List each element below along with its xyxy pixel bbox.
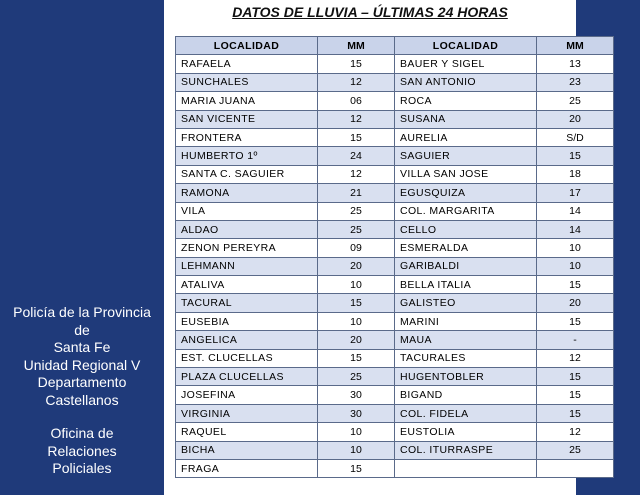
cell-mm: 25 [318,220,395,238]
cell-localidad: EUSTOLIA [395,423,537,441]
cell-localidad: HUGENTOBLER [395,368,537,386]
cell-mm: 12 [537,349,614,367]
cell-localidad: GARIBALDI [395,257,537,275]
cell-localidad: ROCA [395,92,537,110]
cell-mm [537,459,614,477]
cell-mm: 14 [537,202,614,220]
sidebar-line: de [74,321,90,338]
cell-mm: 10 [537,257,614,275]
cell-mm: 06 [318,92,395,110]
cell-mm: 10 [318,276,395,294]
cell-localidad: GALISTEO [395,294,537,312]
sidebar-line: Castellanos [45,391,119,408]
cell-mm: 15 [537,386,614,404]
cell-localidad: ATALIVA [176,276,318,294]
table-row [176,147,614,165]
cell-mm: 25 [537,441,614,459]
sidebar-mark: ' [80,0,82,7]
cell-mm: 15 [537,312,614,330]
cell-localidad: TACURAL [176,294,318,312]
table-row [176,386,614,404]
table-row [176,202,614,220]
header-localidad-2: LOCALIDAD [395,37,537,55]
cell-mm: 15 [537,368,614,386]
cell-localidad: TACURALES [395,349,537,367]
cell-localidad: RAFAELA [176,55,318,73]
cell-mm: 09 [318,239,395,257]
table-row [176,368,614,386]
cell-localidad: COL. ITURRASPE [395,441,537,459]
cell-mm: 15 [537,404,614,422]
header-mm-1: MM [318,37,395,55]
sidebar-line: Santa Fe [53,339,111,355]
table-row [176,441,614,459]
cell-mm: 14 [537,220,614,238]
cell-localidad: SUNCHALES [176,73,318,91]
table-row [176,73,614,91]
table-row [176,257,614,275]
cell-localidad: FRONTERA [176,128,318,146]
cell-localidad: RAMONA [176,184,318,202]
cell-localidad: RAQUEL [176,423,318,441]
table-row [176,55,614,73]
cell-localidad: SANTA C. SAGUIER [176,165,318,183]
cell-mm: 15 [537,147,614,165]
table-row [176,294,614,312]
cell-mm: 15 [318,294,395,312]
table-row [176,459,614,477]
cell-mm: 30 [318,404,395,422]
table-row [176,220,614,238]
cell-localidad: ZENON PEREYRA [176,239,318,257]
cell-localidad: VILLA SAN JOSE [395,165,537,183]
left-sidebar [0,0,164,495]
cell-mm: 25 [537,92,614,110]
cell-mm: 10 [318,423,395,441]
cell-mm: 18 [537,165,614,183]
cell-mm: - [537,331,614,349]
table-row [176,349,614,367]
cell-localidad: CELLO [395,220,537,238]
cell-localidad: VILA [176,202,318,220]
cell-localidad: EGUSQUIZA [395,184,537,202]
sidebar-line: Relaciones [47,442,117,459]
cell-localidad: MARINI [395,312,537,330]
cell-mm: 30 [318,386,395,404]
cell-localidad: COL. MARGARITA [395,202,537,220]
cell-localidad [395,459,537,477]
cell-localidad: PLAZA CLUCELLAS [176,368,318,386]
sidebar-line: Oficina de [50,425,114,441]
sidebar-line: Departamento [37,374,127,390]
sidebar-line: Policiales [52,460,112,476]
cell-mm: 12 [537,423,614,441]
cell-localidad: ANGELICA [176,331,318,349]
cell-mm: 20 [318,331,395,349]
cell-mm: 25 [318,368,395,386]
cell-localidad: EST. CLUCELLAS [176,349,318,367]
cell-mm: 15 [318,349,395,367]
cell-mm: S/D [537,128,614,146]
cell-mm: 20 [318,257,395,275]
sidebar-line: Policía de la Provincia [13,304,151,320]
cell-localidad: BELLA ITALIA [395,276,537,294]
cell-localidad: FRAGA [176,459,318,477]
cell-mm: 25 [318,202,395,220]
cell-mm: 15 [318,459,395,477]
cell-mm: 10 [537,239,614,257]
cell-mm: 23 [537,73,614,91]
cell-localidad: SAN ANTONIO [395,73,537,91]
cell-mm: 20 [537,294,614,312]
cell-localidad: HUMBERTO 1º [176,147,318,165]
table-row [176,276,614,294]
cell-localidad: SUSANA [395,110,537,128]
cell-mm: 12 [318,73,395,91]
sidebar-line: Unidad Regional V [23,356,141,373]
table-row [176,92,614,110]
table-row [176,110,614,128]
cell-mm: 15 [537,276,614,294]
rain-table [175,36,614,478]
cell-mm: 20 [537,110,614,128]
table-header-row [176,37,614,55]
cell-localidad: MARIA JUANA [176,92,318,110]
table-row [176,423,614,441]
cell-localidad: AURELIA [395,128,537,146]
table-row [176,312,614,330]
cell-localidad: ESMERALDA [395,239,537,257]
cell-localidad: ALDAO [176,220,318,238]
table-row [176,165,614,183]
table-row [176,331,614,349]
cell-mm: 10 [318,441,395,459]
table-row [176,184,614,202]
cell-localidad: BAUER Y SIGEL [395,55,537,73]
cell-mm: 17 [537,184,614,202]
cell-mm: 21 [318,184,395,202]
cell-localidad: SAGUIER [395,147,537,165]
cell-mm: 24 [318,147,395,165]
cell-mm: 12 [318,110,395,128]
cell-localidad: SAN VICENTE [176,110,318,128]
cell-localidad: BIGAND [395,386,537,404]
header-mm-2: MM [537,37,614,55]
table-row [176,404,614,422]
cell-localidad: EUSEBIA [176,312,318,330]
header-localidad-1: LOCALIDAD [176,37,318,55]
cell-localidad: VIRGINIA [176,404,318,422]
cell-localidad: JOSEFINA [176,386,318,404]
cell-localidad: COL. FIDELA [395,404,537,422]
table-row [176,239,614,257]
cell-mm: 13 [537,55,614,73]
cell-mm: 15 [318,55,395,73]
table-row [176,128,614,146]
cell-localidad: MAUA [395,331,537,349]
cell-mm: 15 [318,128,395,146]
cell-mm: 12 [318,165,395,183]
cell-localidad: BICHA [176,441,318,459]
cell-localidad: LEHMANN [176,257,318,275]
cell-mm: 10 [318,312,395,330]
page-title: DATOS DE LLUVIA – ÚLTIMAS 24 HORAS [232,4,508,20]
sidebar-text [0,304,164,478]
